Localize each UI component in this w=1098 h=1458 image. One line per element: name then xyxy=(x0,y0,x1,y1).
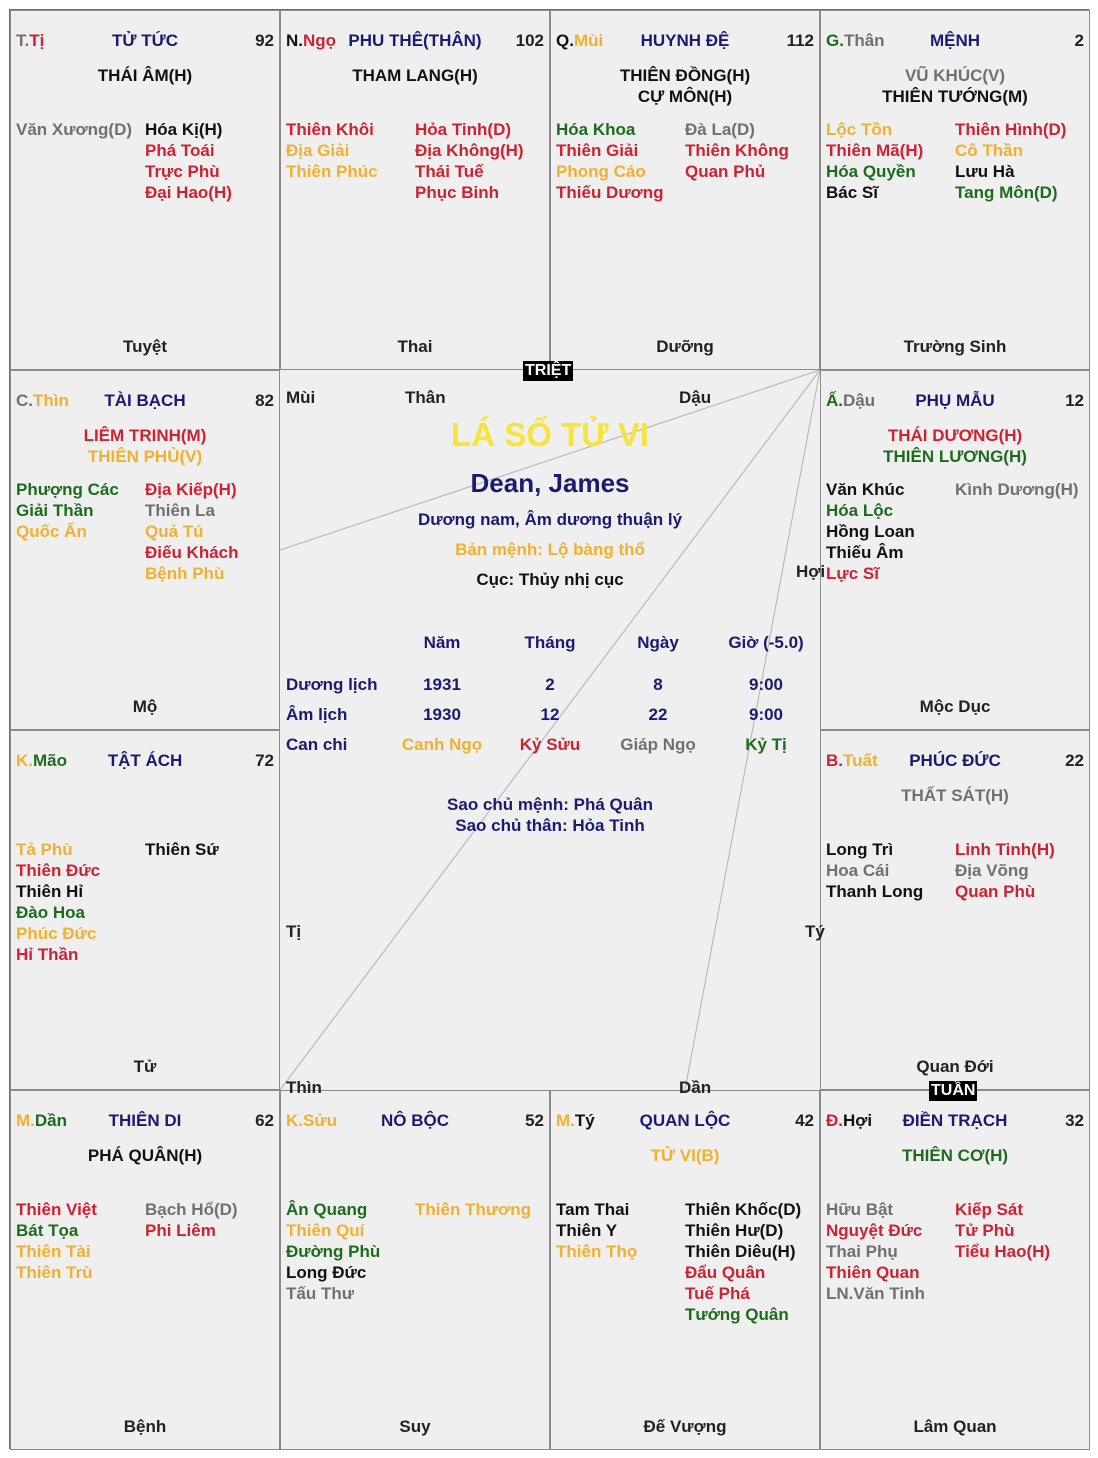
palace-name: ĐIỀN TRẠCH xyxy=(902,1111,1008,1130)
life-cycle-stage: Lâm Quan xyxy=(913,1417,997,1436)
minor-star: Bát Tọa xyxy=(16,1221,79,1240)
canchi-ngay: Giáp Ngọ xyxy=(620,735,696,754)
earthly-branch: Dậu xyxy=(843,391,876,410)
life-cycle-stage: Trường Sinh xyxy=(903,337,1007,356)
palace-name: TÀI BẠCH xyxy=(104,391,186,410)
palace-age: 42 xyxy=(795,1111,814,1130)
header-gio: Giờ (-5.0) xyxy=(728,633,804,652)
palace-header xyxy=(826,31,1084,53)
major-star: LIÊM TRINH(M) xyxy=(83,426,207,445)
gender-line: Dương nam, Âm dương thuận lý xyxy=(417,510,683,529)
palace-age: 12 xyxy=(1065,391,1084,410)
palace-cell xyxy=(10,730,280,1090)
minor-star: Thiên Hình(D) xyxy=(955,120,1067,139)
palace-header xyxy=(16,1111,274,1133)
major-star: VŨ KHÚC(V) xyxy=(904,66,1006,85)
minor-star: Long Đức xyxy=(286,1263,367,1282)
minor-star: Đẩu Quân xyxy=(685,1263,766,1282)
ban-menh: Bản mệnh: Lộ bàng thổ xyxy=(455,540,645,559)
minor-star: Thiên Việt xyxy=(16,1200,97,1219)
minor-star: Nguyệt Đức xyxy=(826,1221,923,1240)
corner-thin: Thìn xyxy=(286,1078,322,1097)
palace-cell xyxy=(550,1090,820,1450)
life-cycle-stage: Quan Đới xyxy=(916,1057,994,1076)
minor-star: Bệnh Phù xyxy=(145,564,225,583)
minor-star: Thiên Thọ xyxy=(556,1242,638,1261)
minor-star: Hóa Khoa xyxy=(556,120,636,139)
major-star: THIÊN PHỦ(V) xyxy=(87,447,203,466)
palace-age: 102 xyxy=(515,31,544,50)
minor-star: Hữu Bật xyxy=(826,1200,894,1219)
life-cycle-stage: Thai xyxy=(397,337,433,356)
minor-star: Thiên Thương xyxy=(415,1200,531,1219)
am-ngay: 22 xyxy=(648,705,668,724)
center-panel xyxy=(280,370,826,1097)
minor-star: Thiên La xyxy=(145,501,215,520)
minor-star: Lưu Hà xyxy=(955,162,1015,181)
header-ngay: Ngày xyxy=(637,633,679,652)
minor-star: Thiên Giải xyxy=(556,141,639,160)
minor-star: Long Trì xyxy=(826,840,894,859)
major-stars xyxy=(11,1145,279,1166)
chart-title: LÁ SỐ TỬ VI xyxy=(451,416,649,453)
minor-star: Hoa Cái xyxy=(826,861,890,880)
minor-star: Thiên Không xyxy=(685,141,789,160)
life-cycle-stage: Mộc Dục xyxy=(919,697,991,716)
minor-star: Thiên Y xyxy=(556,1221,618,1240)
major-star: THIÊN CƠ(H) xyxy=(901,1146,1009,1165)
minor-star: Thiếu Âm xyxy=(826,543,904,562)
minor-star: Thái Tuế xyxy=(415,162,484,181)
earthly-branch: Sửu xyxy=(303,1111,338,1130)
earthly-branch: Thân xyxy=(843,31,885,50)
minor-star: Hỏa Tinh(D) xyxy=(415,120,512,139)
palace-cell xyxy=(820,1090,1090,1450)
date-table xyxy=(280,633,820,753)
minor-star: Thiên Trù xyxy=(16,1263,93,1282)
minor-star: Thiên Quan xyxy=(826,1263,920,1282)
palace-name: PHU THÊ(THÂN) xyxy=(348,31,482,50)
corner-dan: Dần xyxy=(679,1078,712,1097)
header-nam: Năm xyxy=(423,633,461,652)
minor-star: Thai Phụ xyxy=(826,1242,898,1261)
corner-dau: Dậu xyxy=(679,388,712,407)
palace-header xyxy=(826,751,1084,773)
palace-age: 52 xyxy=(525,1111,544,1130)
palace-name: TỬ TỨC xyxy=(112,31,178,50)
minor-star: Giải Thần xyxy=(16,501,94,520)
triet-marker: TRIỆT xyxy=(525,362,572,379)
minor-star: Địa Võng xyxy=(955,861,1029,880)
sao-chu-menh: Sao chủ mệnh: Phá Quân xyxy=(447,795,653,814)
earthly-branch: Thìn xyxy=(33,391,69,410)
header-thang: Tháng xyxy=(524,633,576,652)
palace-cell xyxy=(10,10,280,370)
tu-vi-chart xyxy=(9,9,1089,1449)
major-stars xyxy=(821,1145,1089,1166)
minor-star: Quan Phù xyxy=(955,882,1036,901)
palace-header xyxy=(556,1111,814,1133)
sao-chu-than: Sao chủ thân: Hỏa Tinh xyxy=(455,816,645,835)
minor-star: Quốc Ấn xyxy=(16,522,87,541)
minor-star: Thiên Sứ xyxy=(145,840,219,859)
major-star: THAM LANG(H) xyxy=(352,66,478,85)
am-thang: 12 xyxy=(540,705,560,724)
heavenly-stem: T. xyxy=(16,31,30,50)
palace-cell xyxy=(820,10,1090,370)
palace-age: 92 xyxy=(255,31,274,50)
palace-name: PHỤ MẪU xyxy=(915,391,995,410)
corner-ti: Tị xyxy=(286,922,302,941)
corner-hoi: Hợi xyxy=(796,562,826,581)
major-star: THIÊN LƯƠNG(H) xyxy=(883,447,1027,466)
palace-age: 82 xyxy=(255,391,274,410)
life-cycle-stage: Suy xyxy=(399,1417,431,1436)
palace-header xyxy=(556,31,814,53)
minor-star: Hóa Kị(H) xyxy=(145,120,223,139)
palace-header xyxy=(16,31,274,53)
minor-star: Kiếp Sát xyxy=(955,1200,1024,1219)
duong-ngay: 8 xyxy=(653,675,663,694)
canchi-nam: Canh Ngọ xyxy=(401,735,483,754)
life-cycle-stage: Mộ xyxy=(132,697,158,716)
palace-name: MỆNH xyxy=(929,31,981,50)
life-cycle-stage: Đế Vượng xyxy=(643,1417,727,1436)
minor-star: Phượng Các xyxy=(16,480,119,499)
minor-star: Ân Quang xyxy=(286,1200,368,1219)
palace-name: TẬT ÁCH xyxy=(107,751,183,770)
major-star: PHÁ QUÂN(H) xyxy=(87,1146,203,1165)
major-star: TỬ VI(B) xyxy=(650,1146,720,1165)
major-stars xyxy=(821,785,1089,806)
minor-star: Phi Liêm xyxy=(145,1221,216,1240)
minor-star: Phong Cáo xyxy=(556,162,646,181)
duong-thang: 2 xyxy=(545,675,555,694)
corner-than: Thân xyxy=(405,388,446,407)
palace-name: NÔ BỘC xyxy=(381,1111,449,1130)
palace-age: 72 xyxy=(255,751,274,770)
minor-star: Hồng Loan xyxy=(826,522,915,541)
cuc: Cục: Thủy nhị cục xyxy=(476,570,624,589)
minor-star: Văn Xương(D) xyxy=(16,120,133,139)
minor-star: Tấu Thư xyxy=(286,1284,355,1303)
corner-mui: Mùi xyxy=(286,388,316,407)
palace-cell xyxy=(280,1090,550,1450)
minor-star: Đà La(D) xyxy=(685,120,755,139)
life-cycle-stage: Dưỡng xyxy=(656,337,714,356)
minor-star: Quả Tú xyxy=(145,522,204,541)
major-star: THIÊN ĐỒNG(H) xyxy=(619,66,751,85)
heavenly-stem: K. xyxy=(16,751,33,770)
palace-age: 22 xyxy=(1065,751,1084,770)
minor-star: Thiên Khốc(D) xyxy=(685,1200,802,1219)
minor-star: Hóa Lộc xyxy=(826,501,894,520)
minor-star: Bạch Hổ(D) xyxy=(145,1200,238,1219)
corner-ty: Tý xyxy=(805,922,825,941)
minor-star: Thiếu Dương xyxy=(556,183,664,202)
minor-star: Thiên Hỉ xyxy=(16,882,84,901)
major-stars xyxy=(11,65,279,86)
palace-name: HUYNH ĐỆ xyxy=(640,31,730,50)
major-stars xyxy=(821,65,1089,107)
palace-age: 112 xyxy=(786,31,814,50)
earthly-branch: Tị xyxy=(29,31,45,50)
minor-star: Đường Phù xyxy=(286,1242,381,1261)
am-nam: 1930 xyxy=(423,705,461,724)
heavenly-stem: N. xyxy=(286,31,303,50)
palace-cell xyxy=(550,10,820,370)
palace-age: 2 xyxy=(1074,31,1084,50)
person-name: Dean, James xyxy=(470,468,630,498)
minor-star: Cô Thần xyxy=(955,141,1023,160)
minor-star: Kình Dương(H) xyxy=(955,480,1079,499)
minor-star: Quan Phủ xyxy=(685,162,766,181)
minor-star: Phúc Đức xyxy=(16,924,97,943)
minor-star: Lực Sĩ xyxy=(826,564,879,583)
minor-star: Tuế Phá xyxy=(685,1284,750,1303)
palace-cell xyxy=(280,10,550,370)
life-cycle-stage: Bệnh xyxy=(123,1417,167,1436)
am-gio: 9:00 xyxy=(748,705,784,724)
heavenly-stem: C. xyxy=(16,391,33,410)
palace-header xyxy=(286,31,544,53)
palace-header xyxy=(286,1111,544,1133)
heavenly-stem: G. xyxy=(826,31,844,50)
minor-star: Lộc Tồn xyxy=(826,120,893,139)
minor-star: Thanh Long xyxy=(826,882,924,901)
major-star: THIÊN TƯỚNG(M) xyxy=(882,87,1028,106)
row-canchi-label: Can chi xyxy=(286,735,348,754)
row-am-label: Âm lịch xyxy=(286,705,348,724)
minor-star: Thiên Quí xyxy=(286,1221,365,1240)
minor-star: Phá Toái xyxy=(145,141,215,160)
minor-star: Thiên Tài xyxy=(16,1242,91,1261)
palace-name: PHÚC ĐỨC xyxy=(909,751,1001,770)
palace-header xyxy=(16,391,274,413)
palace-age: 62 xyxy=(255,1111,274,1130)
major-star: THÁI ÂM(H) xyxy=(97,66,193,85)
minor-star: Thiên Đức xyxy=(16,861,101,880)
minor-star: Đại Hao(H) xyxy=(145,183,232,202)
heavenly-stem: Ấ. xyxy=(826,391,843,410)
earthly-branch: Dần xyxy=(34,1111,68,1130)
canchi-thang: Kỷ Sửu xyxy=(519,735,581,754)
major-stars xyxy=(281,65,549,86)
heavenly-stem: M. xyxy=(16,1111,35,1130)
minor-star: Thiên Phúc xyxy=(286,162,378,181)
life-cycle-stage: Tử xyxy=(133,1057,157,1076)
earthly-branch: Mão xyxy=(33,751,67,770)
minor-star: Thiên Mã(H) xyxy=(826,141,924,160)
minor-star: Hỉ Thần xyxy=(16,945,79,964)
palace-cell xyxy=(820,370,1090,730)
palace-cell xyxy=(820,730,1090,1090)
earthly-branch: Tuất xyxy=(843,751,878,770)
major-stars xyxy=(551,1145,819,1166)
minor-star: Tam Thai xyxy=(556,1200,630,1219)
minor-star: Thiên Diêu(H) xyxy=(685,1242,796,1261)
major-stars xyxy=(11,425,279,467)
earthly-branch: Mùi xyxy=(573,31,604,50)
minor-star: Tả Phù xyxy=(16,840,73,859)
palace-cell xyxy=(10,1090,280,1450)
minor-star: Địa Giải xyxy=(286,141,350,160)
palace-age: 32 xyxy=(1065,1111,1084,1130)
minor-star: LN.Văn Tinh xyxy=(826,1284,925,1303)
major-star: THÁI DƯƠNG(H) xyxy=(887,426,1023,445)
palace-cell xyxy=(10,370,280,730)
minor-star: Địa Kiếp(H) xyxy=(145,480,237,499)
tuan-marker: TUẦN xyxy=(931,1082,976,1099)
palace-header xyxy=(16,751,274,773)
life-cycle-stage: Tuyệt xyxy=(122,337,168,356)
minor-star: Thiên Hư(D) xyxy=(685,1221,784,1240)
minor-star: Trực Phù xyxy=(145,162,220,181)
minor-star: Tướng Quân xyxy=(685,1305,789,1324)
palace-header xyxy=(826,391,1084,413)
palace-name: THIÊN DI xyxy=(108,1111,182,1130)
minor-star: Phục Binh xyxy=(415,183,500,202)
major-stars xyxy=(821,425,1089,467)
minor-star: Tiểu Hao(H) xyxy=(955,1242,1051,1261)
palace-header xyxy=(826,1111,1084,1133)
minor-star: Thiên Khôi xyxy=(286,120,374,139)
minor-star: Văn Khúc xyxy=(826,480,905,499)
minor-star: Điếu Khách xyxy=(145,543,239,562)
major-star: CỰ MÔN(H) xyxy=(637,87,733,106)
palace-name: QUAN LỘC xyxy=(639,1111,731,1130)
row-duong-label: Dương lịch xyxy=(286,675,378,694)
canchi-gio: Kỷ Tị xyxy=(745,735,787,754)
minor-star: Đào Hoa xyxy=(16,903,85,922)
heavenly-stem: B. xyxy=(826,751,843,770)
heavenly-stem: Q. xyxy=(556,31,574,50)
minor-star: Hóa Quyền xyxy=(826,162,916,181)
minor-star: Địa Không(H) xyxy=(415,141,524,160)
heavenly-stem: Đ. xyxy=(826,1111,843,1130)
heavenly-stem: K. xyxy=(286,1111,303,1130)
duong-nam: 1931 xyxy=(423,675,461,694)
major-stars xyxy=(551,65,819,107)
earthly-branch: Ngọ xyxy=(303,31,337,50)
minor-star: Tang Môn(D) xyxy=(955,183,1058,202)
earthly-branch: Tý xyxy=(574,1111,595,1130)
heavenly-stem: M. xyxy=(556,1111,575,1130)
minor-star: Linh Tinh(H) xyxy=(955,840,1055,859)
minor-star: Bác Sĩ xyxy=(826,183,878,202)
duong-gio: 9:00 xyxy=(748,675,784,694)
minor-star: Tử Phù xyxy=(955,1221,1015,1240)
earthly-branch: Hợi xyxy=(843,1111,873,1130)
major-star: THẤT SÁT(H) xyxy=(901,786,1009,805)
